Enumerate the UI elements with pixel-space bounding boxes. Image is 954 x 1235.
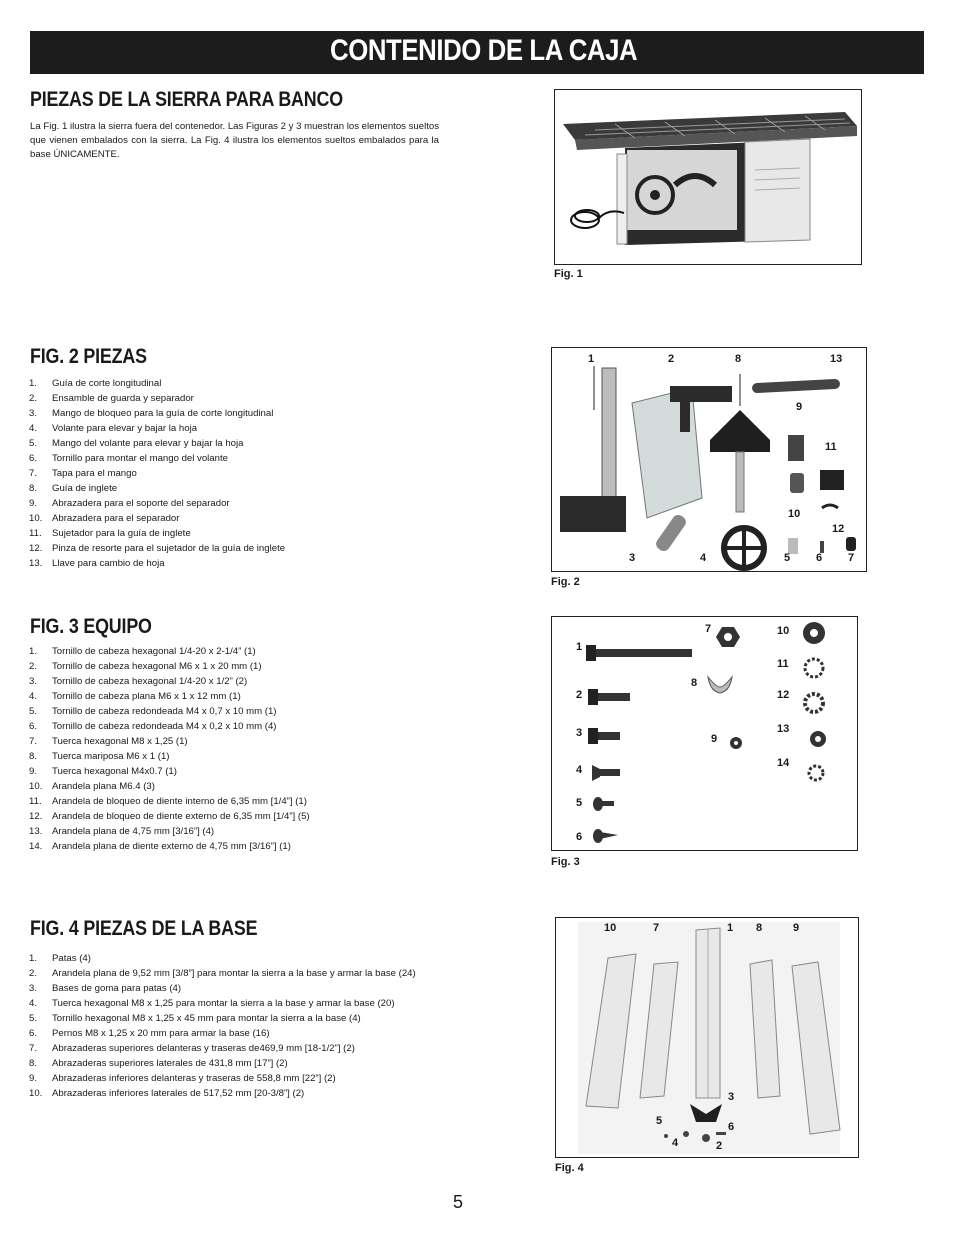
fig2-parts-image bbox=[551, 347, 867, 572]
callout-4: 4 bbox=[700, 552, 707, 564]
intro-text: La Fig. 1 ilustra la sierra fuera del contenedor. Las Figuras 2 y 3 muestran los elementos sueltos que vienen embalados con la sierra. La Fig. 4 ilustra los elementos sueltos embalados para la base ÚNICAMENTE. bbox=[30, 121, 440, 160]
callout-7: 7 bbox=[848, 552, 855, 564]
callout-14: 14 bbox=[777, 757, 790, 769]
callout-1: 1 bbox=[727, 922, 734, 934]
callout-6: 6 bbox=[576, 831, 583, 843]
page-number: 5 bbox=[453, 1192, 464, 1212]
fig4-label: Fig. 4 bbox=[555, 1162, 584, 1174]
fig3-hardware-image bbox=[551, 616, 858, 851]
callout-6: 6 bbox=[728, 1121, 735, 1133]
callout-10: 10 bbox=[604, 922, 617, 934]
fig1-saw-image bbox=[554, 89, 862, 265]
section-heading-fig3: FIG. 3 EQUIPO bbox=[30, 615, 152, 638]
callout-7: 7 bbox=[705, 623, 712, 635]
fig3-label: Fig. 3 bbox=[551, 856, 580, 868]
fig2-label: Fig. 2 bbox=[551, 576, 580, 588]
callout-5: 5 bbox=[656, 1115, 663, 1127]
callout-4: 4 bbox=[672, 1137, 679, 1149]
section-heading-fig4: FIG. 4 PIEZAS DE LA BASE bbox=[30, 917, 258, 940]
page-title: CONTENIDO DE LA CAJA bbox=[330, 34, 638, 67]
callout-10: 10 bbox=[777, 625, 790, 637]
callout-9: 9 bbox=[796, 401, 803, 413]
callout-5: 5 bbox=[784, 552, 791, 564]
callout-2: 2 bbox=[716, 1140, 723, 1152]
callout-3: 3 bbox=[728, 1091, 735, 1103]
callout-12: 12 bbox=[777, 689, 790, 701]
callout-1: 1 bbox=[588, 353, 595, 365]
callout-2: 2 bbox=[668, 353, 675, 365]
callout-7: 7 bbox=[653, 922, 660, 934]
callout-10: 10 bbox=[788, 508, 801, 520]
callout-11: 11 bbox=[777, 658, 789, 670]
callout-3: 3 bbox=[576, 727, 583, 739]
callout-9: 9 bbox=[711, 733, 718, 745]
callout-1: 1 bbox=[576, 641, 583, 653]
callout-2: 2 bbox=[576, 689, 583, 701]
callout-12: 12 bbox=[832, 523, 845, 535]
callout-3: 3 bbox=[629, 552, 636, 564]
callout-8: 8 bbox=[735, 353, 742, 365]
callout-13: 13 bbox=[830, 353, 843, 365]
section-heading-saw-parts: PIEZAS DE LA SIERRA PARA BANCO bbox=[30, 88, 343, 111]
fig4-base-parts-image bbox=[555, 917, 859, 1158]
page-title-banner bbox=[30, 31, 924, 74]
fig1-label: Fig. 1 bbox=[554, 268, 583, 280]
callout-6: 6 bbox=[816, 552, 823, 564]
callout-4: 4 bbox=[576, 764, 583, 776]
callout-9: 9 bbox=[793, 922, 800, 934]
callout-13: 13 bbox=[777, 723, 790, 735]
callout-11: 11 bbox=[825, 441, 837, 453]
callout-5: 5 bbox=[576, 797, 583, 809]
callout-8: 8 bbox=[756, 922, 763, 934]
callout-8: 8 bbox=[691, 677, 698, 689]
section-heading-fig2: FIG. 2 PIEZAS bbox=[30, 345, 147, 368]
